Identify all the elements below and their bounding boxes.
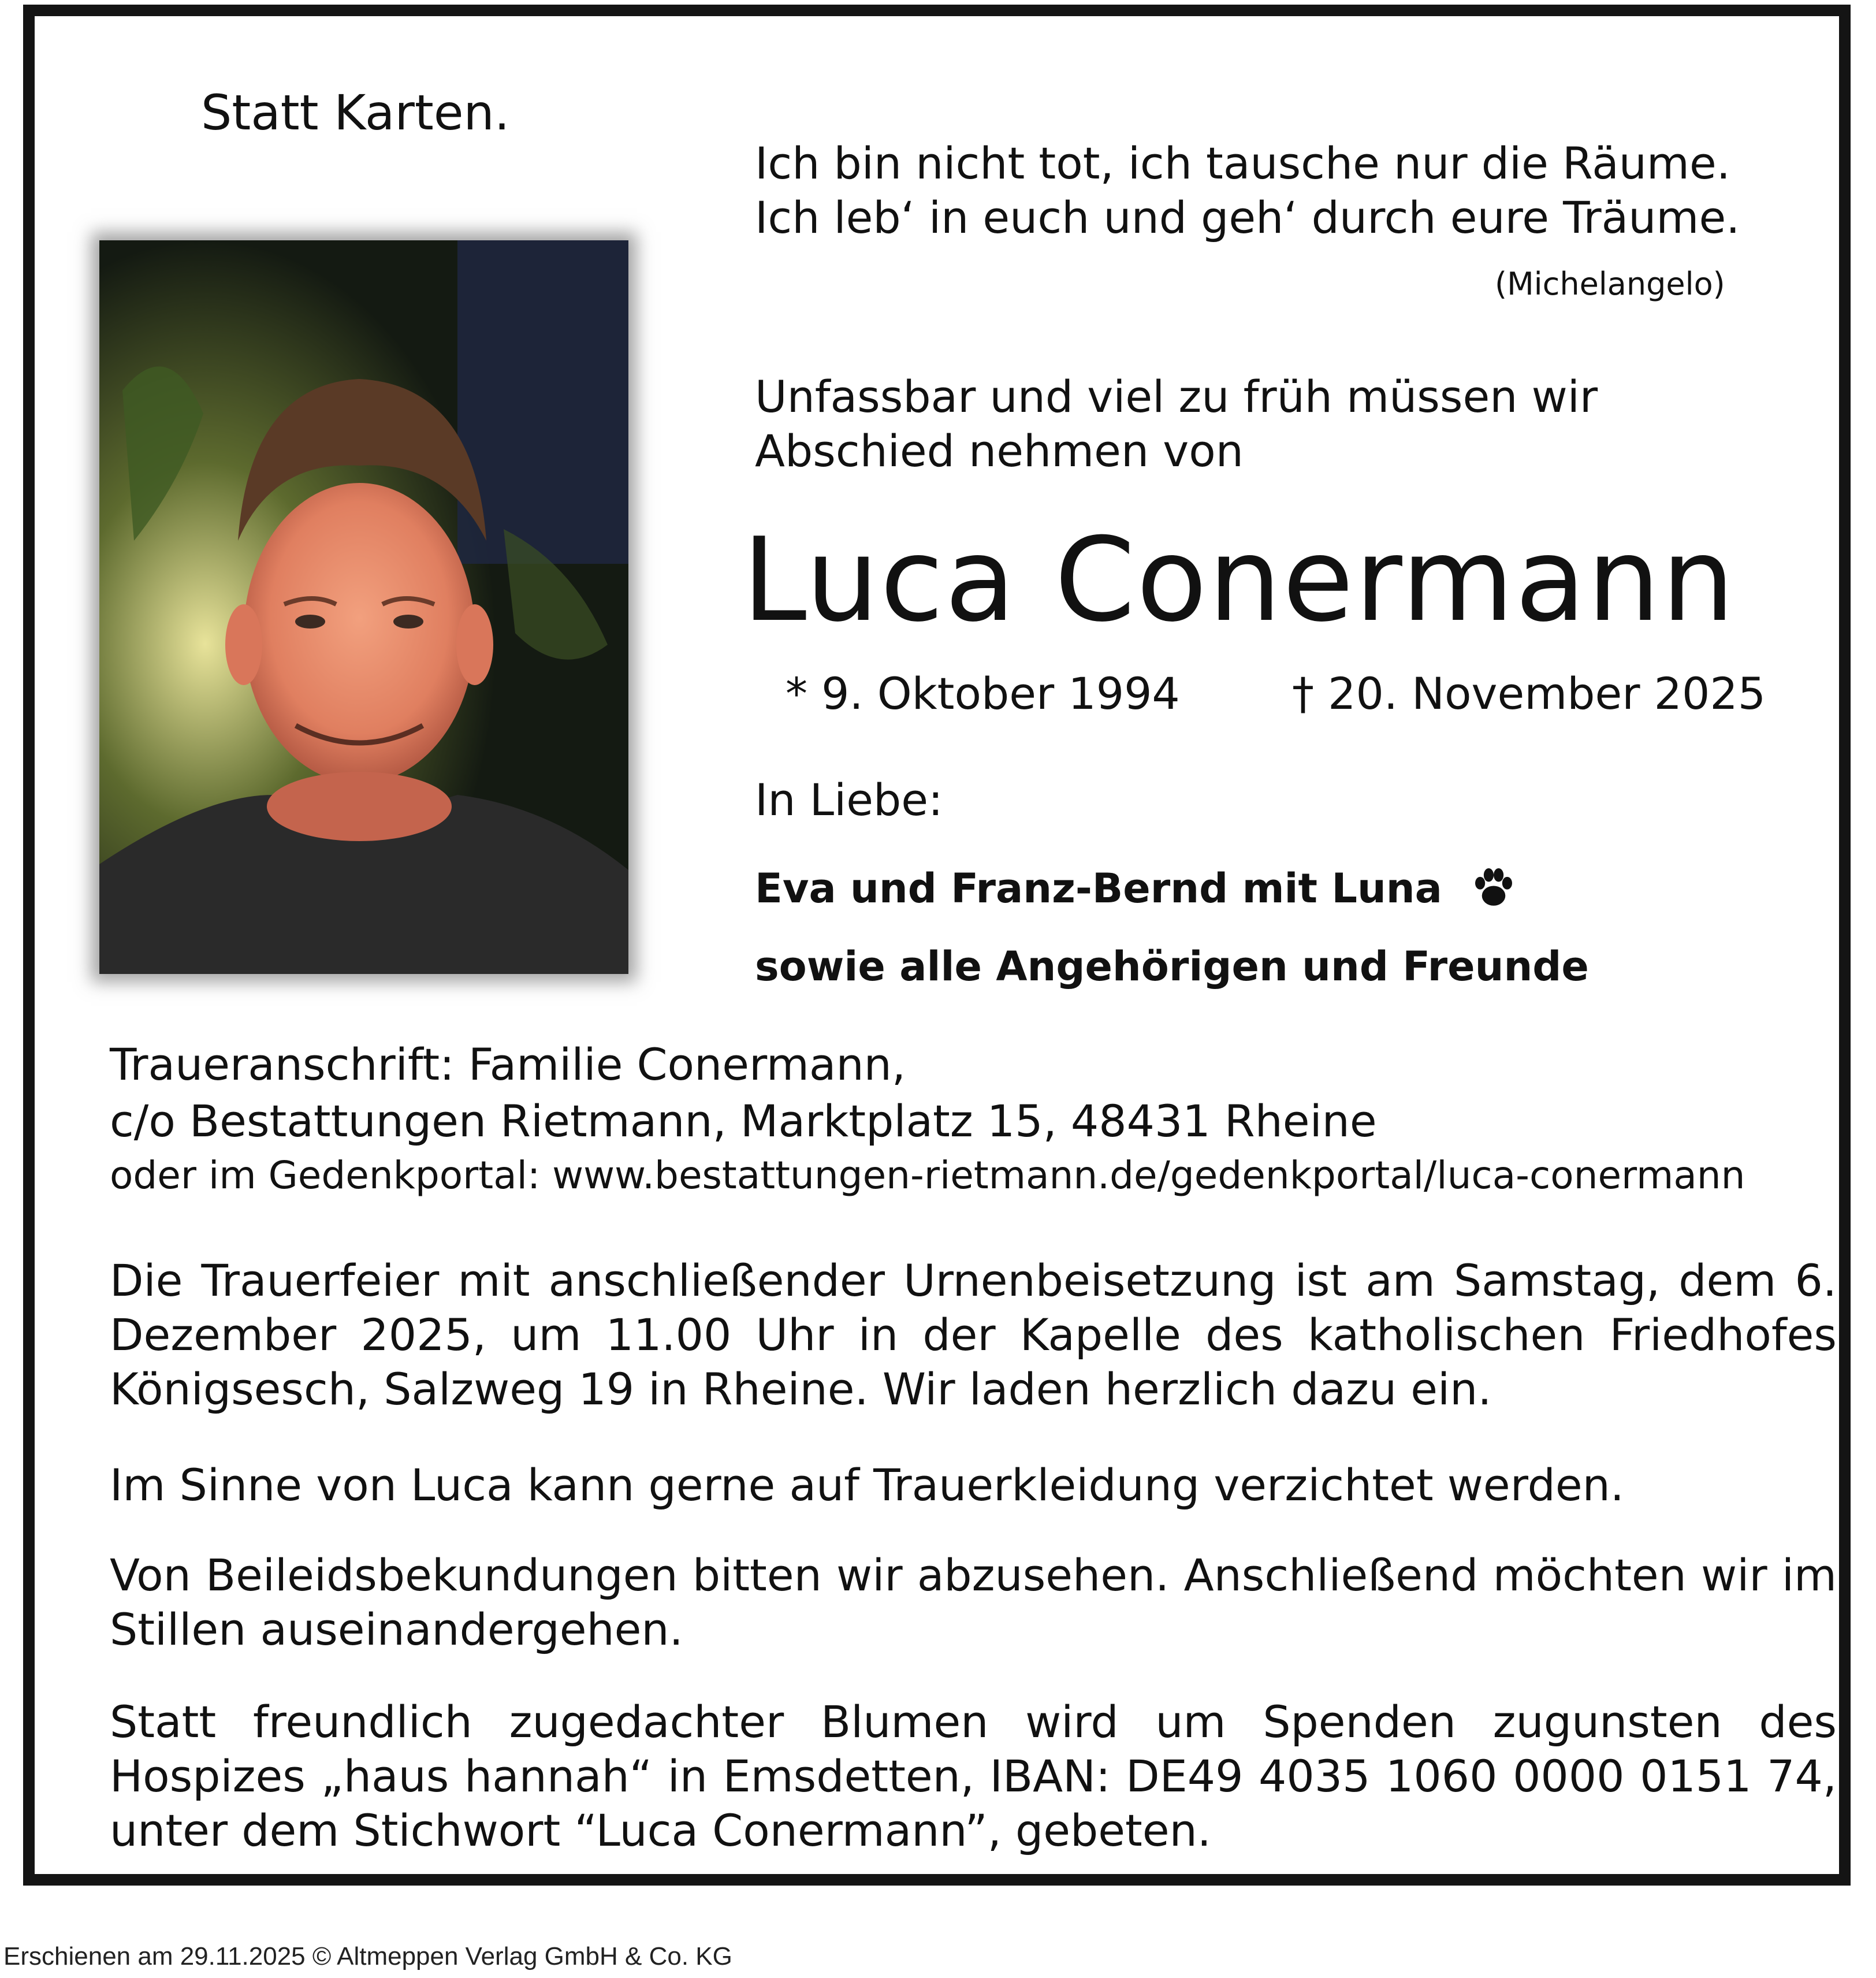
statt-karten-heading: Statt Karten. xyxy=(201,84,510,141)
deceased-name: Luca Conermann xyxy=(742,513,1736,648)
address-line-2: c/o Bestattungen Rietmann, Marktplatz 15, 48431 Rheine xyxy=(110,1095,1377,1147)
mourners-line-1 xyxy=(755,864,1516,912)
memorial-portal-link[interactable]: oder im Gedenkportal: www.bestattungen-rietmann.de/gedenkportal/luca-conermann xyxy=(110,1153,1745,1198)
quote-author: (Michelangelo) xyxy=(1495,266,1725,302)
paw-icon xyxy=(1471,864,1516,909)
birth-date: * 9. Oktober 1994 xyxy=(786,668,1180,719)
clothing-paragraph: Im Sinne von Luca kann gerne auf Trauerkleidung verzichtet werden. xyxy=(110,1459,1624,1511)
mourners-line-2: sowie alle Angehörigen und Freunde xyxy=(755,943,1589,990)
quote-line-2: Ich leb‘ in euch und geh‘ durch eure Träume. xyxy=(755,192,1740,243)
death-date: † 20. November 2025 xyxy=(1291,668,1766,719)
mourning-address xyxy=(110,1036,1377,1150)
ceremony-paragraph: Die Trauerfeier mit anschließender Urnenbeisetzung ist am Samstag, dem 6. Dezember 2025, um 11.00 Uhr in der Kapelle des katholischen Friedhofes Königsesch, Salzweg 19 in Rheine. Wir laden herzlich dazu ein. xyxy=(110,1255,1837,1415)
obituary-frame xyxy=(23,5,1851,1886)
life-dates xyxy=(786,668,1766,719)
portrait-photo xyxy=(99,240,628,974)
donations-paragraph: Statt freundlich zugedachter Blumen wird um Spenden zugunsten des Hospizes „haus hannah“ in Emsdetten, IBAN: DE49 4035 1060 0000 0151 74, unter dem Stichwort “Luca Conermann”, gebeten. xyxy=(110,1696,1837,1856)
in-liebe-heading: In Liebe: xyxy=(755,774,943,826)
mourners-names: Eva und Franz-Bernd mit Luna xyxy=(755,865,1442,912)
quote-line-1: Ich bin nicht tot, ich tausche nur die Räume. xyxy=(755,137,1730,189)
intro-line-1: Unfassbar und viel zu früh müssen wir xyxy=(755,371,1598,422)
intro-line-2: Abschied nehmen von xyxy=(755,425,1244,477)
address-line-1: Traueranschrift: Familie Conermann, xyxy=(110,1039,906,1090)
intro-text xyxy=(755,370,1598,478)
publication-footer: Erschienen am 29.11.2025 © Altmeppen Verlag GmbH & Co. KG xyxy=(3,1942,732,1970)
condolences-paragraph: Von Beileidsbekundungen bitten wir abzusehen. Anschließend möchten wir im Stillen auseinandergehen. xyxy=(110,1549,1837,1655)
portrait-photo-image xyxy=(99,240,628,974)
quote xyxy=(755,136,1740,245)
